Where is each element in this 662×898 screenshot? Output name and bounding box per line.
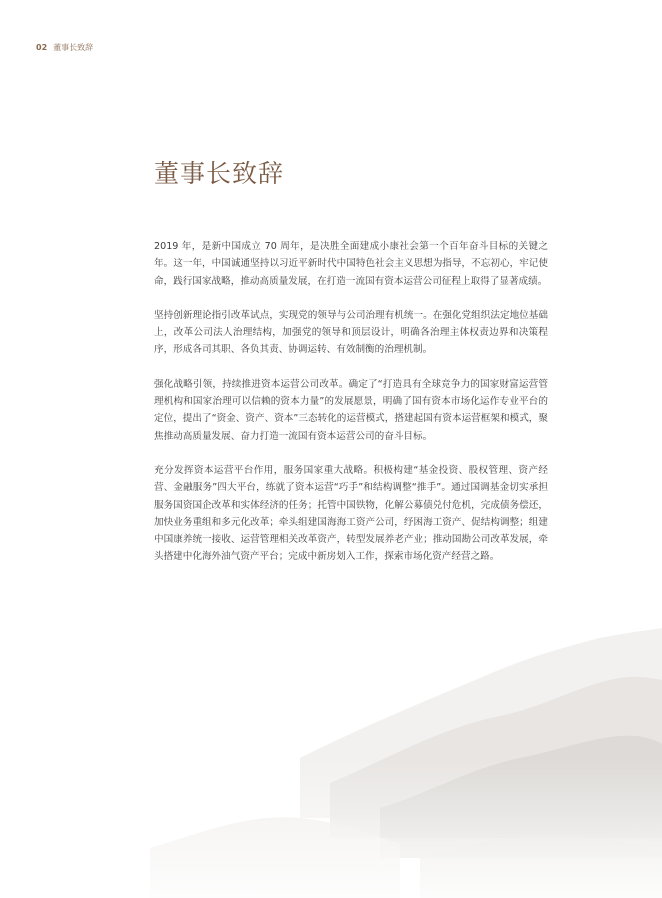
running-section-title: 董事长致辞 (53, 43, 94, 52)
paragraph-2: 坚持创新理论指引改革试点，实现党的领导与公司治理有机统一。在强化党组织法定地位基础上，改革公司法人治理结构，加强党的领导和顶层设计，明确各治理主体权责边界和决策程序，形成各司其职、各负其责、协调运转、有效制衡的治理机制。 (154, 309, 548, 356)
paragraph-3: 强化战略引领，持续推进资本运营公司改革。确定了“打造具有全球竞争力的国家财富运营管理机构和国家治理可以信赖的资本力量”的发展愿景，明确了国有资本市场化运作专业平台的定位，提出了“资金、资产、资本”三态转化的运营模式，搭建起国有资本运营框架和模式，聚焦推动高质量发展、奋力打造一流国有资本运营公司的奋斗目标。 (154, 378, 548, 442)
mountain-landscape-illustration (0, 608, 662, 898)
body-text (154, 238, 548, 583)
paragraph-1: 2019 年，是新中国成立 70 周年，是决胜全面建成小康社会第一个百年奋斗目标的关键之年。这一年，中国诚通坚持以习近平新时代中国特色社会主义思想为指导，不忘初心，牢记使命，践行国家战略，推动高质量发展，在打造一流国有资本运营公司征程上取得了显著成绩。 (154, 241, 548, 287)
paragraph-4: 充分发挥资本运营平台作用，服务国家重大战略。积极构建“基金投资、股权管理、资产经营、金融服务”四大平台，练就了资本运营“巧手”和结构调整“推手”。通过国调基金切实承担服务国资国企改革和实体经济的任务；托管中国铁物，化解公募债兑付危机，完成债务偿还，加快业务重组和多元化改革；牵头组建国海海工资产公司，纾困海工资产、促结构调整；组建中国康养统一接收、运营管理相关改革资产，转型发展养老产业；推动国勘公司改革发展，牵头搭建中化海外油气资产平台；完成中新房划入工作，探索市场化资产经营之路。 (154, 464, 548, 563)
page-title: 董事长致辞 (154, 159, 285, 188)
mist-overlay (0, 758, 662, 898)
page-header (36, 42, 93, 54)
page-number: 02 (36, 43, 48, 52)
